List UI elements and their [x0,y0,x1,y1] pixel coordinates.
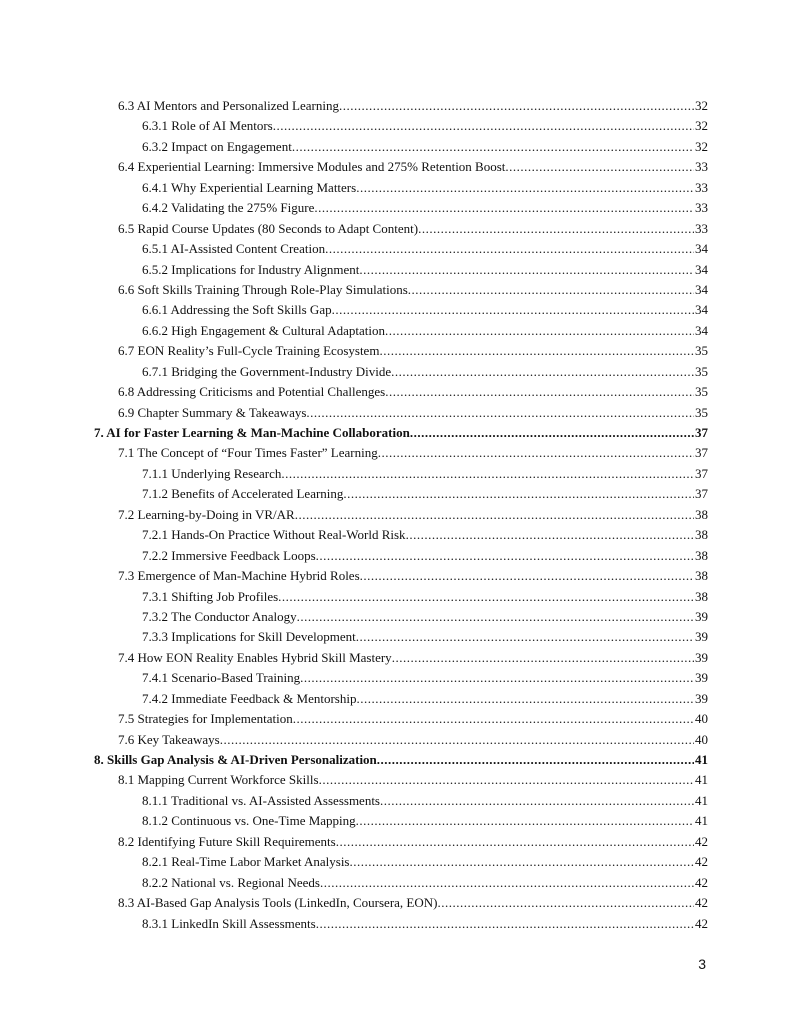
toc-entry-row [118,709,708,729]
toc-entry-title: 6.8 Addressing Criticisms and Potential Challenges [118,384,386,400]
toc-entry-row [142,546,708,566]
toc-dot-leader [306,403,694,423]
toc-dot-leader [385,321,694,341]
toc-entry-row [118,219,708,239]
toc-entry-page-number: 35 [695,363,708,379]
toc-entry[interactable] [0,546,800,566]
toc-entry-title: 7.6 Key Takeaways [118,731,220,747]
toc-entry-title: 7.3.1 Shifting Job Profiles [142,588,279,604]
toc-dot-leader [292,137,694,157]
toc-entry-row [94,750,708,770]
toc-entry-row [142,791,708,811]
toc-entry-page-number: 39 [695,629,708,645]
toc-dot-leader [316,914,694,934]
toc-entry-page-number: 41 [695,772,708,788]
toc-entry[interactable] [0,791,800,811]
toc-entry-page-number: 33 [695,220,708,236]
toc-dot-leader [295,505,694,525]
toc-entry-title: 7.1.2 Benefits of Accelerated Learning [142,486,344,502]
toc-entry[interactable] [0,96,800,116]
toc-entry-page-number: 32 [695,98,708,113]
toc-entry-page-number: 42 [695,895,708,911]
toc-entry-row [142,873,708,893]
toc-entry-row [142,811,708,831]
toc-entry-page-number: 39 [695,649,708,665]
toc-entry[interactable] [0,280,800,300]
toc-dot-leader [325,239,694,259]
toc-entry-title: 6.5 Rapid Course Updates (80 Seconds to Adapt Content) [118,220,419,236]
toc-entry-page-number: 33 [695,179,708,195]
toc-dot-leader [300,668,694,688]
toc-entry[interactable] [0,648,800,668]
toc-entry[interactable] [0,239,800,259]
toc-dot-leader [273,116,694,136]
toc-entry[interactable] [0,873,800,893]
toc-entry-title: 8.3 AI-Based Gap Analysis Tools (LinkedIn, Coursera, EON) [118,895,438,911]
toc-dot-leader [320,873,694,893]
toc-entry[interactable] [0,198,800,218]
toc-entry-row [118,505,708,525]
toc-entry-row [142,668,708,688]
toc-entry-title: 6.3 AI Mentors and Personalized Learning [118,98,339,113]
toc-entry-page-number: 35 [695,343,708,359]
toc-entry[interactable] [0,730,800,750]
toc-dot-leader [278,587,694,607]
toc-entry[interactable] [0,341,800,361]
toc-entry-row [118,382,708,402]
toc-dot-leader [377,750,694,770]
toc-dot-leader [379,341,694,361]
toc-entry-page-number: 40 [695,731,708,747]
toc-entry-title: 7.2 Learning-by-Doing in VR/AR [118,506,295,522]
toc-entry-title: 7.5 Strategies for Implementation [118,711,293,727]
toc-entry[interactable] [0,178,800,198]
toc-entry-title: 6.4.1 Why Experiential Learning Matters [142,179,357,195]
toc-entry-title: 8.1.2 Continuous vs. One-Time Mapping [142,813,356,829]
toc-entry-page-number: 39 [695,608,708,624]
toc-entry-title: 6.5.1 AI-Assisted Content Creation [142,241,326,257]
toc-entry-page-number: 41 [695,752,708,767]
toc-entry-title: 7.4.2 Immediate Feedback & Mentorship [142,690,357,706]
toc-entry-page-number: 38 [695,527,708,543]
toc-entry-row [118,341,708,361]
toc-entry-page-number: 32 [695,118,708,134]
toc-entry-row [118,96,708,116]
toc-dot-leader [293,709,694,729]
toc-dot-leader [410,423,694,443]
toc-entry[interactable] [0,362,800,382]
toc-entry-page-number: 33 [695,200,708,216]
toc-entry[interactable] [0,893,800,913]
toc-entry-page-number: 37 [695,465,708,481]
toc-dot-leader [356,689,694,709]
toc-entry[interactable] [0,607,800,627]
toc-entry-page-number: 38 [695,568,708,584]
toc-entry[interactable] [0,566,800,586]
toc-entry[interactable] [0,382,800,402]
toc-entry-title: 7.1 The Concept of “Four Times Faster” Learning [118,445,378,461]
toc-entry-title: 8.3.1 LinkedIn Skill Assessments [142,915,316,931]
toc-entry[interactable] [0,689,800,709]
toc-dot-leader [343,484,694,504]
toc-entry-row [142,362,708,382]
toc-entry-title: 6.7.1 Bridging the Government-Industry Divide [142,363,392,379]
toc-entry[interactable] [0,505,800,525]
toc-entry[interactable] [0,403,800,423]
toc-entry-title: 6.7 EON Reality’s Full-Cycle Training Ecosystem [118,343,380,359]
toc-dot-leader [356,811,694,831]
toc-entry[interactable] [0,464,800,484]
toc-entry-row [118,648,708,668]
toc-dot-leader [350,852,695,872]
toc-entry-page-number: 34 [695,241,708,257]
toc-entry-page-number: 42 [695,915,708,931]
toc-entry-row [118,157,708,177]
toc-entry-title: 6.3.2 Impact on Engagement [142,138,292,154]
toc-entry-page-number: 42 [695,854,708,870]
toc-entry-row [142,464,708,484]
toc-entry-title: 6.6.1 Addressing the Soft Skills Gap [142,302,332,318]
toc-entry-page-number: 32 [695,138,708,154]
toc-entry-title: 7. AI for Faster Learning & Man-Machine Collaboration [94,425,410,440]
toc-entry-title: 8. Skills Gap Analysis & AI-Driven Personalization [94,752,377,767]
toc-dot-leader [281,464,694,484]
toc-entry-title: 8.2 Identifying Future Skill Requirements [118,833,336,849]
toc-entry-page-number: 37 [695,425,708,440]
toc-entry-page-number: 39 [695,670,708,686]
toc-entry-row [142,116,708,136]
toc-entry-row [142,484,708,504]
toc-entry-title: 6.9 Chapter Summary & Takeaways [118,404,307,420]
toc-entry[interactable] [0,484,800,504]
toc-entry-row [118,770,708,790]
toc-entry-row [142,321,708,341]
toc-entry[interactable] [0,321,800,341]
toc-entry-row [142,137,708,157]
toc-entry-page-number: 34 [695,322,708,338]
toc-dot-leader [314,198,694,218]
toc-entry-row [142,525,708,545]
toc-entry[interactable] [0,423,800,443]
toc-dot-leader [316,546,694,566]
toc-entry[interactable] [0,219,800,239]
toc-dot-leader [336,832,694,852]
toc-dot-leader [385,382,694,402]
toc-entry[interactable] [0,709,800,729]
toc-dot-leader [356,627,694,647]
toc-entry-title: 7.4.1 Scenario-Based Training [142,670,301,686]
toc-entry-title: 6.3.1 Role of AI Mentors [142,118,273,134]
toc-dot-leader [437,893,694,913]
toc-entry[interactable] [0,770,800,790]
toc-entry-page-number: 38 [695,506,708,522]
toc-dot-leader [332,300,694,320]
toc-entry-page-number: 39 [695,690,708,706]
toc-dot-leader [406,525,694,545]
toc-entry-title: 6.4.2 Validating the 275% Figure [142,200,315,216]
toc-dot-leader [360,566,694,586]
toc-dot-leader [359,260,694,280]
toc-entry-row [142,689,708,709]
toc-entry-row [118,280,708,300]
table-of-contents [0,96,800,934]
toc-entry-row [142,852,708,872]
toc-dot-leader [356,178,694,198]
toc-entry-page-number: 40 [695,711,708,727]
toc-entry-title: 8.1.1 Traditional vs. AI-Assisted Assessments [142,792,380,808]
toc-entry-title: 7.3 Emergence of Man-Machine Hybrid Roles [118,568,360,584]
toc-dot-leader [297,607,694,627]
toc-entry[interactable] [0,750,800,770]
toc-entry-page-number: 38 [695,547,708,563]
toc-entry-row [142,627,708,647]
toc-entry[interactable] [0,668,800,688]
toc-dot-leader [392,648,694,668]
toc-entry[interactable] [0,157,800,177]
toc-entry-row [142,914,708,934]
toc-entry-title: 7.2.2 Immersive Feedback Loops [142,547,316,563]
toc-entry-row [142,300,708,320]
toc-entry-page-number: 35 [695,384,708,400]
toc-entry-page-number: 41 [695,813,708,829]
toc-entry-page-number: 38 [695,588,708,604]
toc-entry[interactable] [0,525,800,545]
toc-entry-page-number: 37 [695,486,708,502]
toc-entry-page-number: 41 [695,792,708,808]
toc-dot-leader [378,443,694,463]
toc-entry-page-number: 37 [695,445,708,461]
toc-entry-row [142,587,708,607]
toc-entry-title: 6.6.2 High Engagement & Cultural Adaptation [142,322,385,338]
page-number: 3 [698,956,706,972]
toc-entry[interactable] [0,587,800,607]
toc-entry[interactable] [0,914,800,934]
toc-entry-title: 8.2.2 National vs. Regional Needs [142,874,320,890]
toc-entry-title: 7.4 How EON Reality Enables Hybrid Skill Mastery [118,649,392,665]
toc-entry-row [118,566,708,586]
toc-dot-leader [391,362,694,382]
toc-entry[interactable] [0,811,800,831]
toc-entry[interactable] [0,627,800,647]
toc-entry-row [118,443,708,463]
toc-entry-page-number: 34 [695,302,708,318]
toc-entry-title: 8.2.1 Real-Time Labor Market Analysis [142,854,350,870]
toc-entry-page-number: 34 [695,261,708,277]
toc-entry-title: 8.1 Mapping Current Workforce Skills [118,772,319,788]
toc-entry-row [94,423,708,443]
toc-entry-title: 7.3.3 Implications for Skill Development [142,629,356,645]
toc-entry-title: 6.5.2 Implications for Industry Alignment [142,261,360,277]
toc-entry-title: 6.6 Soft Skills Training Through Role-Play Simulations [118,281,408,297]
toc-entry[interactable] [0,443,800,463]
toc-entry-row [142,198,708,218]
toc-entry[interactable] [0,832,800,852]
toc-entry-row [142,178,708,198]
toc-dot-leader [339,96,694,116]
toc-entry-row [142,239,708,259]
toc-entry-row [118,893,708,913]
toc-entry-row [118,403,708,423]
toc-entry-title: 7.1.1 Underlying Research [142,465,282,481]
toc-entry-row [118,832,708,852]
toc-dot-leader [319,770,694,790]
toc-entry-page-number: 33 [695,159,708,175]
toc-entry[interactable] [0,852,800,872]
toc-entry-title: 7.3.2 The Conductor Analogy [142,608,297,624]
toc-entry-title: 7.2.1 Hands-On Practice Without Real-World Risk [142,527,406,543]
toc-dot-leader [505,157,694,177]
toc-entry-row [118,730,708,750]
toc-entry-page-number: 35 [695,404,708,420]
toc-entry[interactable] [0,137,800,157]
toc-dot-leader [408,280,694,300]
toc-entry-page-number: 42 [695,874,708,890]
toc-entry-row [142,260,708,280]
toc-dot-leader [380,791,694,811]
toc-entry[interactable] [0,260,800,280]
toc-entry-page-number: 34 [695,281,708,297]
toc-entry-title: 6.4 Experiential Learning: Immersive Modules and 275% Retention Boost [118,159,506,175]
toc-entry-row [142,607,708,627]
toc-entry-page-number: 42 [695,833,708,849]
toc-dot-leader [418,219,694,239]
toc-entry[interactable] [0,116,800,136]
toc-dot-leader [220,730,694,750]
toc-entry[interactable] [0,300,800,320]
